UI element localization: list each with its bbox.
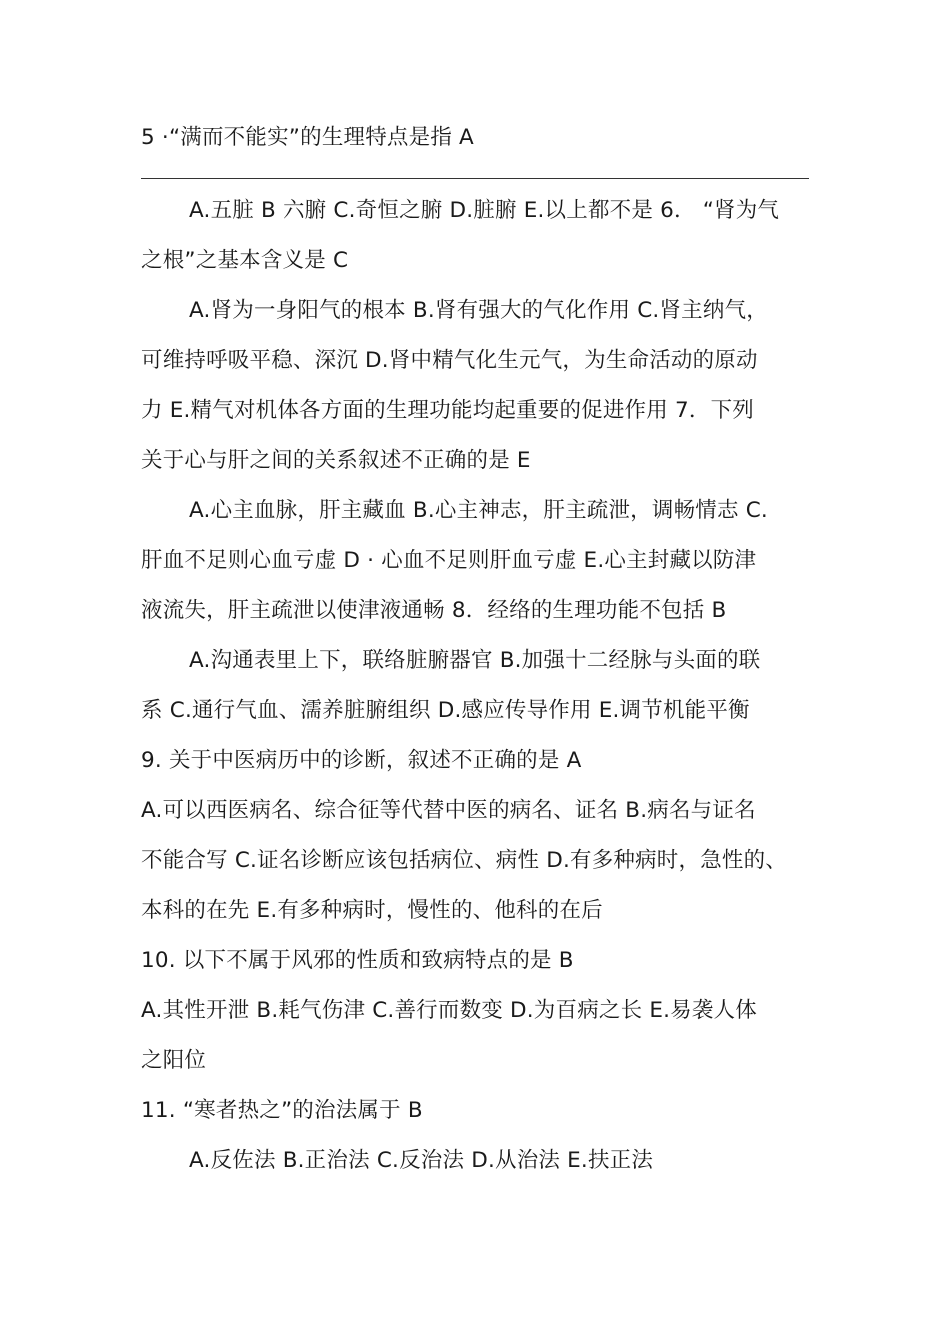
question-5-options: A.五脏 B 六腑 C.奇恒之腑 D.脏腑 E.以上都不是 6． “肾为气	[189, 198, 780, 223]
question-10-options: A.其性开泄 B.耗气伤津 C.善行而数变 D.为百病之长 E.易袭人体	[141, 998, 757, 1023]
divider-line	[141, 178, 809, 179]
question-6-options-cont: 可维持呼吸平稳、深沉 D.肾中精气化生元气，为生命活动的原动	[141, 348, 758, 373]
question-6-options-end: 力 E.精气对机体各方面的生理功能均起重要的促进作用 7．下列	[141, 398, 754, 423]
question-9-options-cont: 不能合写 C.证名诊断应该包括病位、病性 D.有多种病时，急性的、	[141, 848, 788, 873]
question-6-options: A.肾为一身阳气的根本 B.肾有强大的气化作用 C.肾主纳气，	[189, 298, 768, 323]
question-8-options: A.沟通表里上下，联络脏腑器官 B.加强十二经脉与头面的联	[189, 648, 761, 673]
question-9-options-end: 本科的在先 E.有多种病时，慢性的、他科的在后	[141, 898, 603, 923]
question-6-stem: 之根”之基本含义是 C	[141, 248, 349, 273]
question-11-stem: 11. “寒者热之”的治法属于 B	[141, 1098, 423, 1123]
question-7-stem: 关于心与肝之间的关系叙述不正确的是 E	[141, 448, 531, 473]
question-10-options-cont: 之阳位	[141, 1048, 207, 1073]
question-9-options: A.可以西医病名、综合征等代替中医的病名、证名 B.病名与证名	[141, 798, 756, 823]
question-5-stem: 5 ·“满而不能实”的生理特点是指 A	[141, 125, 474, 150]
question-7-options: A.心主血脉，肝主藏血 B.心主神志，肝主疏泄，调畅情志 C.	[189, 498, 768, 523]
question-8-options-cont: 系 C.通行气血、濡养脏腑组织 D.感应传导作用 E.调节机能平衡	[141, 698, 750, 723]
question-9-stem: 9. 关于中医病历中的诊断，叙述不正确的是 A	[141, 748, 582, 773]
question-7-options-cont: 肝血不足则心血亏虚 D · 心血不足则肝血亏虚 E.心主封藏以防津	[141, 548, 757, 573]
question-10-stem: 10. 以下不属于风邪的性质和致病特点的是 B	[141, 948, 574, 973]
question-8-stem: 液流失，肝主疏泄以使津液通畅 8．经络的生理功能不包括 B	[141, 598, 727, 623]
question-11-options: A.反佐法 B.正治法 C.反治法 D.从治法 E.扶正法	[189, 1148, 654, 1173]
